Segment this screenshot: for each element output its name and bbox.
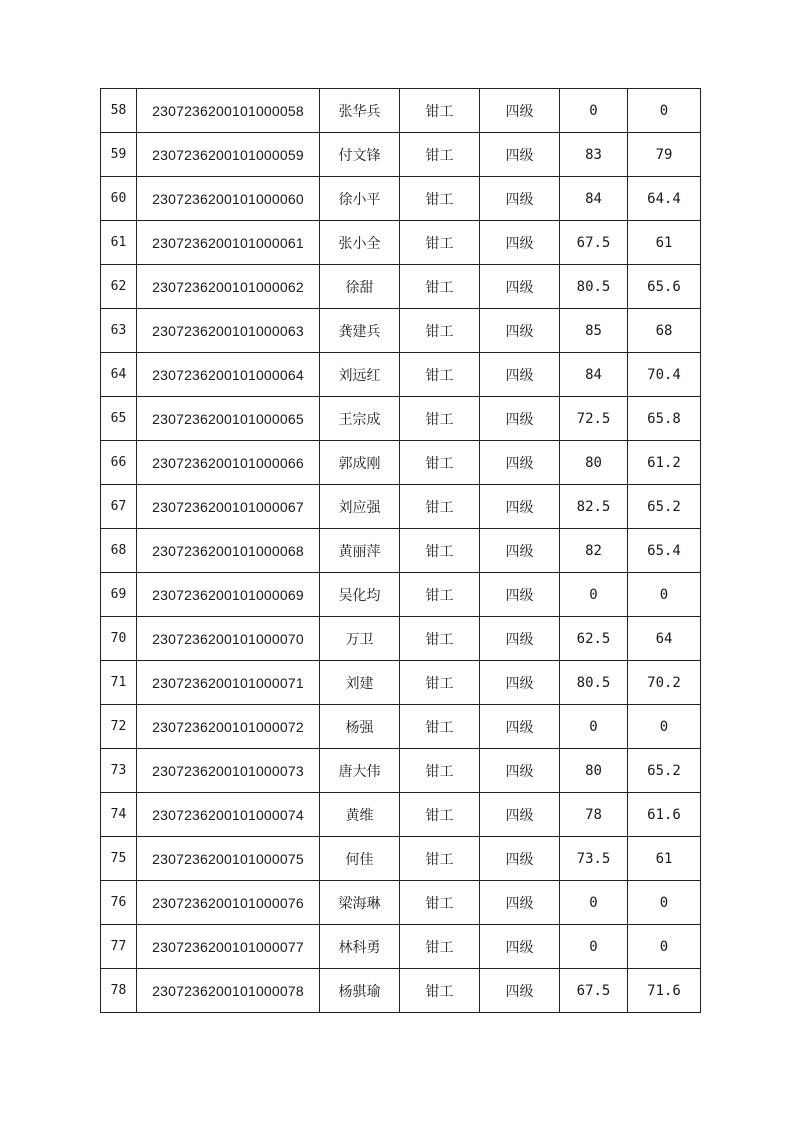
score-practical-cell: 0 <box>628 881 701 925</box>
score-practical-cell: 61 <box>628 221 701 265</box>
score-practical-cell: 0 <box>628 705 701 749</box>
level-cell: 四级 <box>480 265 560 309</box>
level-cell: 四级 <box>480 397 560 441</box>
candidate-name-cell: 郭成刚 <box>320 441 400 485</box>
score-theory-cell: 0 <box>560 925 628 969</box>
level-cell: 四级 <box>480 353 560 397</box>
candidate-id-cell: 2307236200101000058 <box>137 89 320 133</box>
level-cell: 四级 <box>480 925 560 969</box>
candidate-id-cell: 2307236200101000072 <box>137 705 320 749</box>
score-theory-cell: 84 <box>560 353 628 397</box>
row-number-cell: 73 <box>101 749 137 793</box>
results-table <box>100 88 701 1013</box>
score-theory-cell: 82.5 <box>560 485 628 529</box>
score-theory-cell: 82 <box>560 529 628 573</box>
level-cell: 四级 <box>480 617 560 661</box>
results-sheet <box>100 88 700 1013</box>
trade-cell: 钳工 <box>400 133 480 177</box>
table-row <box>101 837 701 881</box>
row-number-cell: 76 <box>101 881 137 925</box>
candidate-id-cell: 2307236200101000069 <box>137 573 320 617</box>
score-theory-cell: 73.5 <box>560 837 628 881</box>
table-row <box>101 793 701 837</box>
candidate-name-cell: 徐小平 <box>320 177 400 221</box>
row-number-cell: 63 <box>101 309 137 353</box>
candidate-id-cell: 2307236200101000063 <box>137 309 320 353</box>
level-cell: 四级 <box>480 837 560 881</box>
row-number-cell: 64 <box>101 353 137 397</box>
candidate-id-cell: 2307236200101000071 <box>137 661 320 705</box>
row-number-cell: 66 <box>101 441 137 485</box>
row-number-cell: 75 <box>101 837 137 881</box>
candidate-id-cell: 2307236200101000061 <box>137 221 320 265</box>
candidate-id-cell: 2307236200101000060 <box>137 177 320 221</box>
candidate-name-cell: 杨强 <box>320 705 400 749</box>
candidate-id-cell: 2307236200101000067 <box>137 485 320 529</box>
row-number-cell: 77 <box>101 925 137 969</box>
candidate-id-cell: 2307236200101000066 <box>137 441 320 485</box>
score-practical-cell: 61 <box>628 837 701 881</box>
score-practical-cell: 71.6 <box>628 969 701 1013</box>
candidate-id-cell: 2307236200101000062 <box>137 265 320 309</box>
row-number-cell: 60 <box>101 177 137 221</box>
candidate-name-cell: 刘建 <box>320 661 400 705</box>
table-row <box>101 881 701 925</box>
score-practical-cell: 68 <box>628 309 701 353</box>
table-row <box>101 925 701 969</box>
candidate-id-cell: 2307236200101000073 <box>137 749 320 793</box>
candidate-name-cell: 徐甜 <box>320 265 400 309</box>
table-row <box>101 529 701 573</box>
trade-cell: 钳工 <box>400 485 480 529</box>
candidate-name-cell: 唐大伟 <box>320 749 400 793</box>
candidate-name-cell: 黄维 <box>320 793 400 837</box>
table-row <box>101 661 701 705</box>
level-cell: 四级 <box>480 441 560 485</box>
level-cell: 四级 <box>480 89 560 133</box>
candidate-id-cell: 2307236200101000064 <box>137 353 320 397</box>
row-number-cell: 71 <box>101 661 137 705</box>
table-row <box>101 573 701 617</box>
candidate-name-cell: 龚建兵 <box>320 309 400 353</box>
table-row <box>101 441 701 485</box>
table-row <box>101 397 701 441</box>
score-theory-cell: 84 <box>560 177 628 221</box>
candidate-id-cell: 2307236200101000077 <box>137 925 320 969</box>
candidate-name-cell: 付文锋 <box>320 133 400 177</box>
results-table-body <box>101 89 701 1013</box>
level-cell: 四级 <box>480 177 560 221</box>
trade-cell: 钳工 <box>400 793 480 837</box>
table-row <box>101 177 701 221</box>
score-practical-cell: 65.2 <box>628 749 701 793</box>
row-number-cell: 74 <box>101 793 137 837</box>
table-row <box>101 617 701 661</box>
score-theory-cell: 80 <box>560 441 628 485</box>
score-theory-cell: 72.5 <box>560 397 628 441</box>
trade-cell: 钳工 <box>400 705 480 749</box>
candidate-id-cell: 2307236200101000065 <box>137 397 320 441</box>
score-practical-cell: 61.2 <box>628 441 701 485</box>
score-practical-cell: 70.2 <box>628 661 701 705</box>
trade-cell: 钳工 <box>400 661 480 705</box>
score-theory-cell: 0 <box>560 881 628 925</box>
trade-cell: 钳工 <box>400 441 480 485</box>
trade-cell: 钳工 <box>400 265 480 309</box>
trade-cell: 钳工 <box>400 309 480 353</box>
candidate-id-cell: 2307236200101000068 <box>137 529 320 573</box>
score-practical-cell: 65.4 <box>628 529 701 573</box>
score-practical-cell: 65.2 <box>628 485 701 529</box>
candidate-name-cell: 何佳 <box>320 837 400 881</box>
table-row <box>101 221 701 265</box>
level-cell: 四级 <box>480 749 560 793</box>
candidate-id-cell: 2307236200101000075 <box>137 837 320 881</box>
candidate-id-cell: 2307236200101000059 <box>137 133 320 177</box>
score-practical-cell: 79 <box>628 133 701 177</box>
score-practical-cell: 70.4 <box>628 353 701 397</box>
score-practical-cell: 64 <box>628 617 701 661</box>
candidate-name-cell: 刘应强 <box>320 485 400 529</box>
score-theory-cell: 83 <box>560 133 628 177</box>
score-theory-cell: 0 <box>560 573 628 617</box>
table-row <box>101 749 701 793</box>
candidate-id-cell: 2307236200101000078 <box>137 969 320 1013</box>
candidate-name-cell: 梁海琳 <box>320 881 400 925</box>
row-number-cell: 62 <box>101 265 137 309</box>
score-theory-cell: 85 <box>560 309 628 353</box>
score-practical-cell: 65.8 <box>628 397 701 441</box>
table-row <box>101 353 701 397</box>
score-theory-cell: 80.5 <box>560 661 628 705</box>
trade-cell: 钳工 <box>400 925 480 969</box>
candidate-name-cell: 杨骐瑜 <box>320 969 400 1013</box>
table-row <box>101 969 701 1013</box>
row-number-cell: 69 <box>101 573 137 617</box>
level-cell: 四级 <box>480 573 560 617</box>
candidate-id-cell: 2307236200101000074 <box>137 793 320 837</box>
trade-cell: 钳工 <box>400 881 480 925</box>
trade-cell: 钳工 <box>400 749 480 793</box>
score-practical-cell: 0 <box>628 573 701 617</box>
score-practical-cell: 0 <box>628 925 701 969</box>
score-theory-cell: 80 <box>560 749 628 793</box>
trade-cell: 钳工 <box>400 617 480 661</box>
candidate-name-cell: 刘远红 <box>320 353 400 397</box>
level-cell: 四级 <box>480 309 560 353</box>
level-cell: 四级 <box>480 221 560 265</box>
score-theory-cell: 0 <box>560 705 628 749</box>
level-cell: 四级 <box>480 969 560 1013</box>
level-cell: 四级 <box>480 881 560 925</box>
score-theory-cell: 78 <box>560 793 628 837</box>
table-row <box>101 309 701 353</box>
row-number-cell: 70 <box>101 617 137 661</box>
level-cell: 四级 <box>480 705 560 749</box>
row-number-cell: 61 <box>101 221 137 265</box>
table-row <box>101 485 701 529</box>
score-theory-cell: 0 <box>560 89 628 133</box>
candidate-name-cell: 吴化均 <box>320 573 400 617</box>
candidate-name-cell: 黄丽萍 <box>320 529 400 573</box>
row-number-cell: 65 <box>101 397 137 441</box>
trade-cell: 钳工 <box>400 221 480 265</box>
candidate-name-cell: 林科勇 <box>320 925 400 969</box>
score-practical-cell: 61.6 <box>628 793 701 837</box>
score-practical-cell: 64.4 <box>628 177 701 221</box>
candidate-name-cell: 万卫 <box>320 617 400 661</box>
row-number-cell: 68 <box>101 529 137 573</box>
score-theory-cell: 80.5 <box>560 265 628 309</box>
score-practical-cell: 65.6 <box>628 265 701 309</box>
table-row <box>101 705 701 749</box>
candidate-id-cell: 2307236200101000070 <box>137 617 320 661</box>
score-theory-cell: 67.5 <box>560 221 628 265</box>
trade-cell: 钳工 <box>400 397 480 441</box>
candidate-name-cell: 张小全 <box>320 221 400 265</box>
level-cell: 四级 <box>480 133 560 177</box>
score-practical-cell: 0 <box>628 89 701 133</box>
table-row <box>101 265 701 309</box>
trade-cell: 钳工 <box>400 177 480 221</box>
row-number-cell: 59 <box>101 133 137 177</box>
trade-cell: 钳工 <box>400 529 480 573</box>
level-cell: 四级 <box>480 661 560 705</box>
trade-cell: 钳工 <box>400 573 480 617</box>
candidate-id-cell: 2307236200101000076 <box>137 881 320 925</box>
row-number-cell: 58 <box>101 89 137 133</box>
table-row <box>101 133 701 177</box>
candidate-name-cell: 王宗成 <box>320 397 400 441</box>
trade-cell: 钳工 <box>400 837 480 881</box>
row-number-cell: 72 <box>101 705 137 749</box>
row-number-cell: 67 <box>101 485 137 529</box>
score-theory-cell: 62.5 <box>560 617 628 661</box>
trade-cell: 钳工 <box>400 89 480 133</box>
row-number-cell: 78 <box>101 969 137 1013</box>
level-cell: 四级 <box>480 529 560 573</box>
candidate-name-cell: 张华兵 <box>320 89 400 133</box>
score-theory-cell: 67.5 <box>560 969 628 1013</box>
table-row <box>101 89 701 133</box>
level-cell: 四级 <box>480 793 560 837</box>
trade-cell: 钳工 <box>400 353 480 397</box>
level-cell: 四级 <box>480 485 560 529</box>
trade-cell: 钳工 <box>400 969 480 1013</box>
